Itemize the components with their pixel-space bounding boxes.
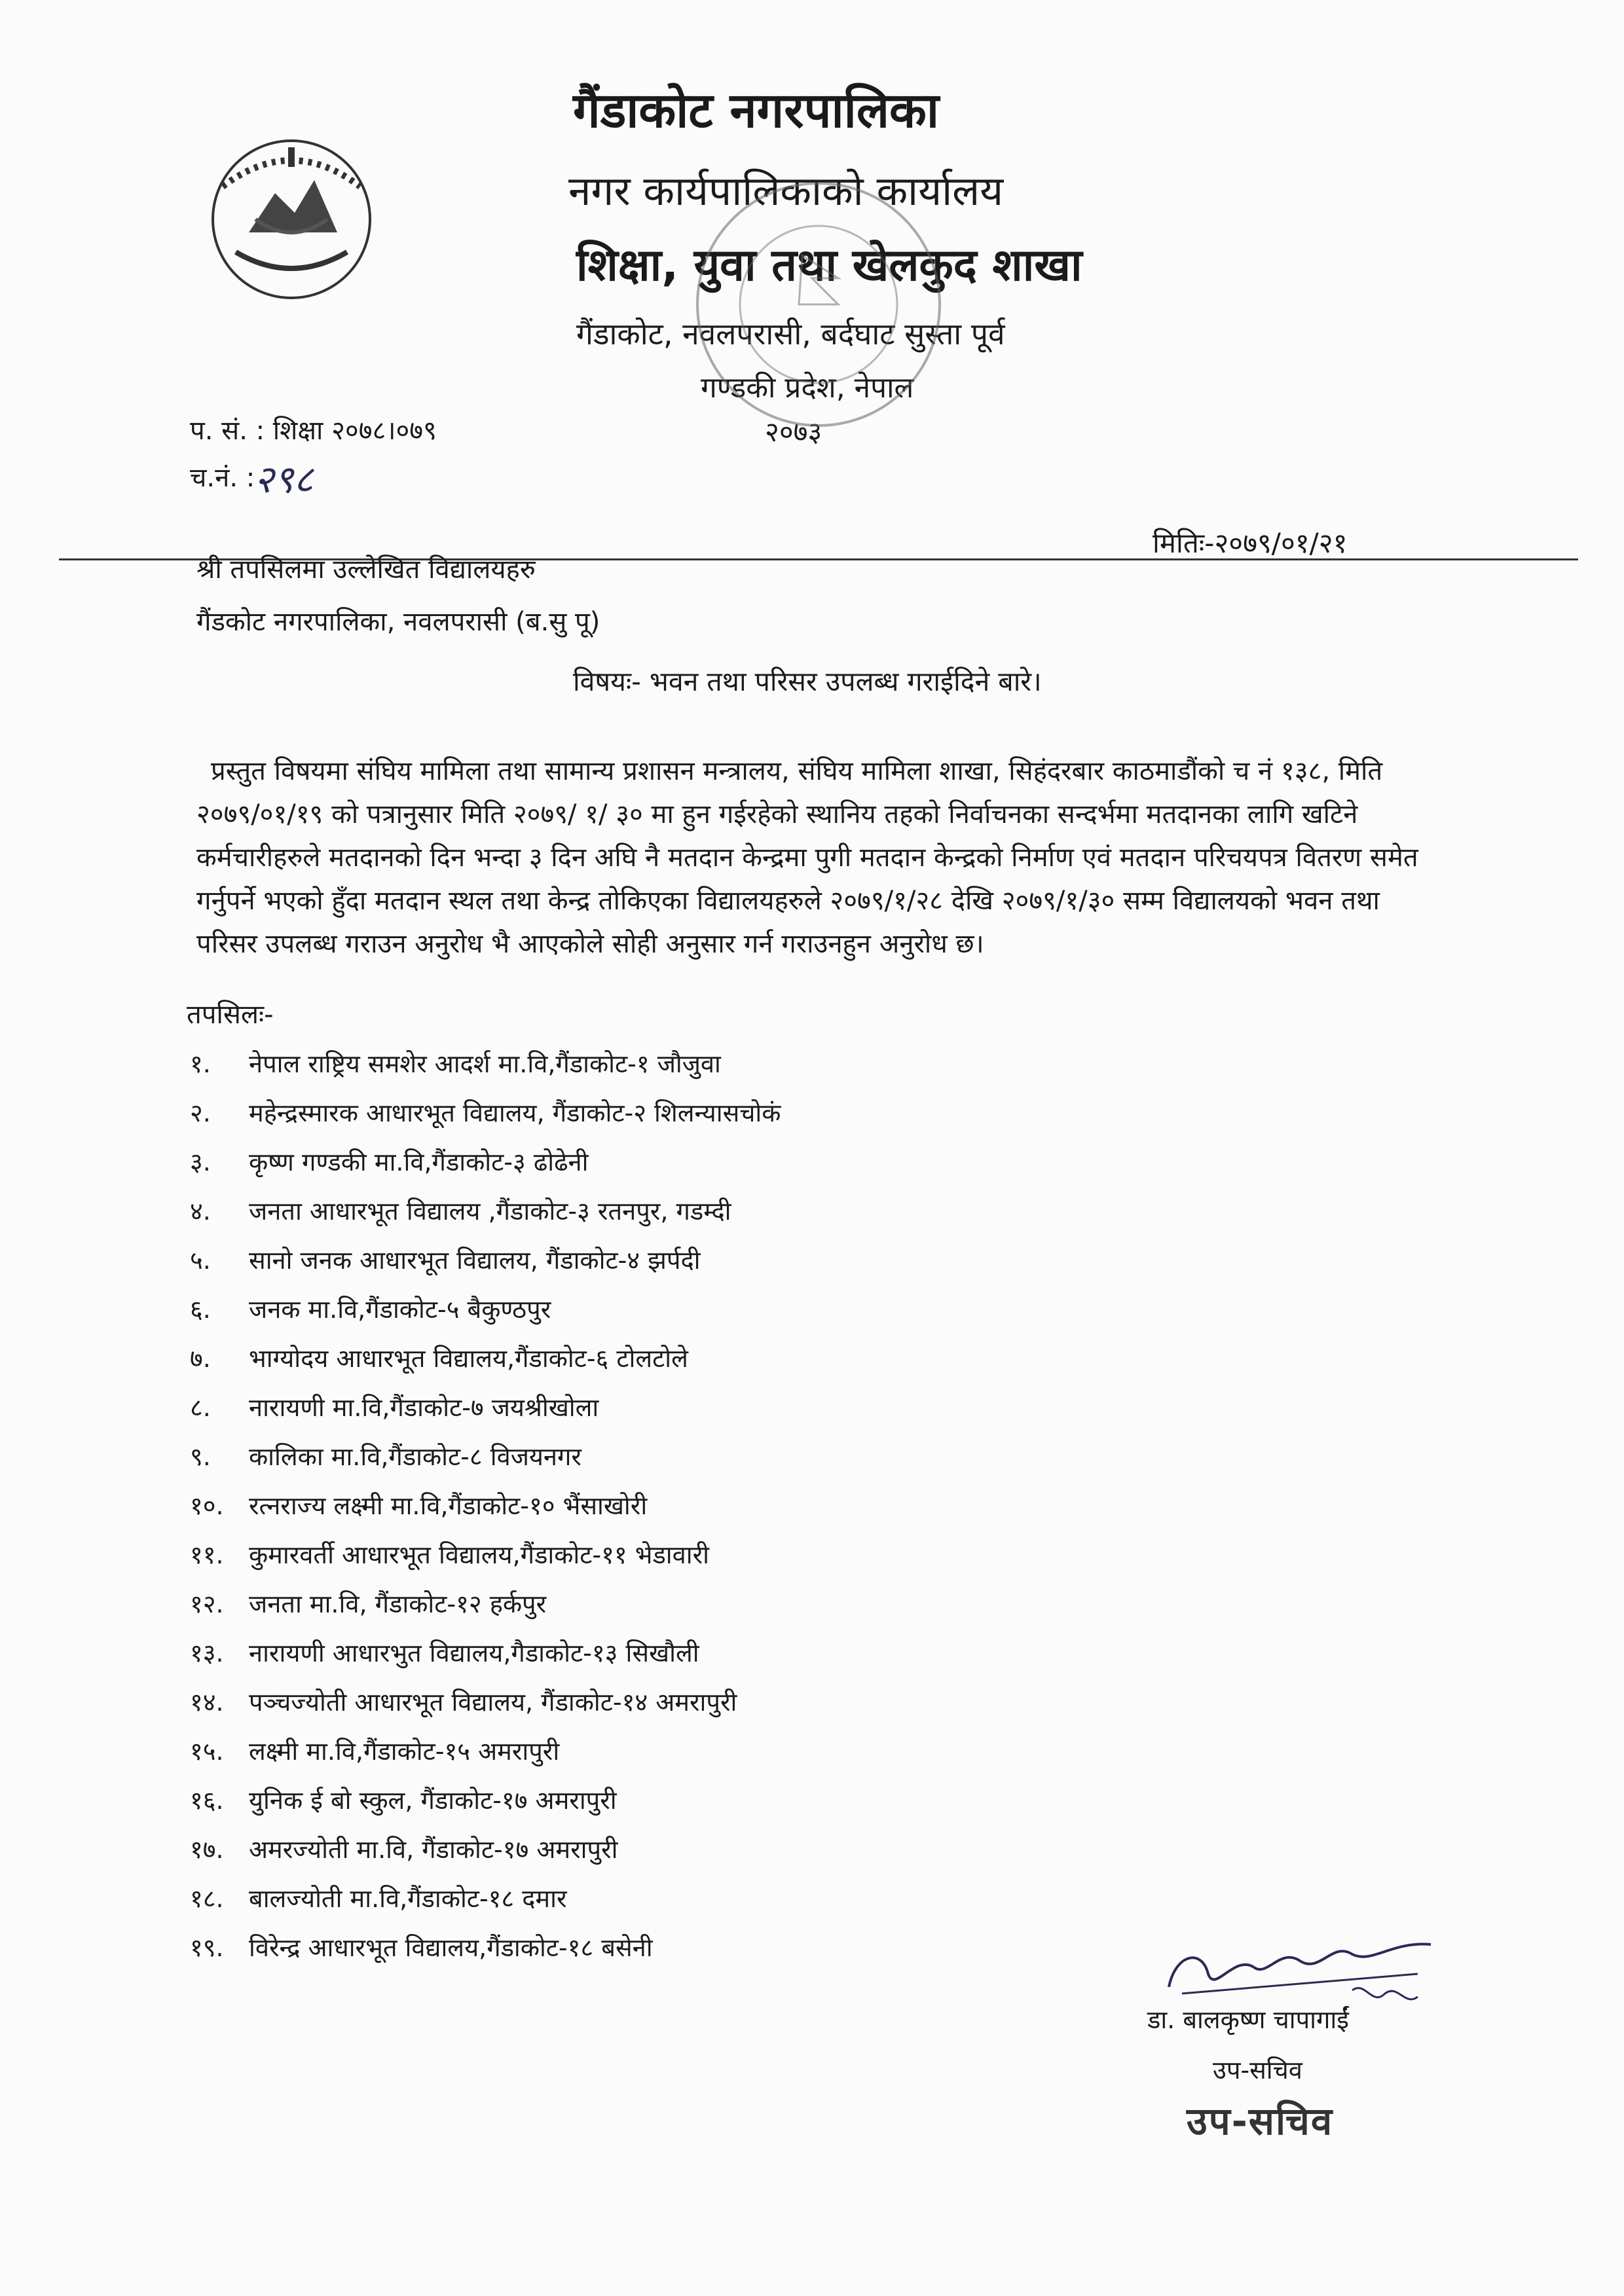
designation-stamp: उप-सचिव — [1187, 2099, 1334, 2143]
list-item-number: १७. — [190, 1835, 224, 1864]
recipient-line-1: श्री तपसिलमा उल्लेखित विद्यालयहरु — [196, 555, 536, 585]
list-item-number: ५. — [190, 1246, 211, 1275]
list-item — [190, 1439, 781, 1488]
list-item — [190, 1881, 781, 1930]
school-list — [190, 1046, 781, 1979]
dispatch-number-label: च.नं. : — [190, 463, 255, 493]
list-item — [190, 1144, 781, 1194]
list-item-number: ३. — [190, 1148, 211, 1176]
schedule-label: तपसिलः- — [187, 1000, 274, 1030]
office-stamp-icon — [681, 167, 956, 442]
list-item — [190, 1734, 781, 1783]
list-item-number: ७. — [190, 1344, 211, 1373]
list-item-school: नेपाल राष्ट्रिय समशेर आदर्श मा.वि,गैंडाकोट-१ जौजुवा — [249, 1049, 721, 1078]
list-item — [190, 1194, 781, 1243]
list-item-number: १४. — [190, 1688, 224, 1717]
list-item — [190, 1292, 781, 1341]
list-item-number: ९. — [190, 1442, 211, 1471]
list-item-school: जनता आधारभूत विद्यालय ,गैंडाकोट-३ रतनपुर, गडम्दी — [249, 1197, 731, 1226]
dispatch-number-handwritten: २९८ — [254, 457, 314, 501]
subject-line: विषयः- भवन तथा परिसर उपलब्ध गराईदिने बारे। — [573, 666, 1042, 697]
section-name: शिक्षा, युवा तथा खेलकुद शाखा — [576, 240, 1082, 291]
list-item-number: १८. — [190, 1884, 224, 1913]
letter-date: मितिः-२०७९/०१/२१ — [1153, 527, 1348, 559]
established-year: २०७३ — [765, 416, 822, 448]
list-item-number: १५. — [190, 1737, 224, 1766]
list-item-number: १०. — [190, 1491, 224, 1520]
list-item-school: विरेन्द्र आधारभूत विद्यालय,गैंडाकोट-१८ बसेनी — [249, 1933, 653, 1962]
address-line-1: गैंडाकोट, नवलपरासी, बर्दघाट सुस्ता पूर्व — [576, 316, 1005, 352]
municipality-name: गैंडाकोट नगरपालिका — [573, 82, 940, 139]
signatory-designation: उप-सचिव — [1213, 2056, 1302, 2085]
list-item-school: महेन्द्रस्मारक आधारभूत विद्यालय, गैंडाकोट-२ शिलन्यासचोकं — [249, 1099, 781, 1127]
office-name: नगर कार्यपालिकाको कार्यालय — [568, 167, 1004, 215]
address-line-2: गण्डकी प्रदेश, नेपाल — [701, 371, 914, 405]
list-item-school: सानो जनक आधारभूत विद्यालय, गैंडाकोट-४ झर्पदी — [249, 1246, 701, 1275]
list-item-school: अमरज्योती मा.वि, गैंडाकोट-१७ अमरापुरी — [249, 1835, 618, 1864]
list-item — [190, 1095, 781, 1144]
list-item-number: १३. — [190, 1639, 224, 1667]
signatory-name: डा. बालकृष्ण चापागाईं — [1147, 2005, 1349, 2034]
list-item — [190, 1390, 781, 1439]
list-item-school: जनक मा.वि,गैंडाकोट-५ बैकुण्ठपुर — [249, 1295, 551, 1324]
list-item-number: १९. — [190, 1933, 224, 1962]
list-item-school: पञ्चज्योती आधारभूत विद्यालय, गैंडाकोट-१४ अमरापुरी — [249, 1688, 737, 1717]
list-item — [190, 1046, 781, 1095]
list-item — [190, 1537, 781, 1586]
letter-number: प. सं. : शिक्षा २०७८।०७९ — [190, 416, 437, 446]
list-item-number: ६. — [190, 1295, 211, 1324]
letter-body: प्रस्तुत विषयमा संघिय मामिला तथा सामान्य प्रशासन मन्त्रालय, संघिय मामिला शाखा, सिहंदरबार काठमाडौंको च नं १३८, मिति २०७९/०१/१९ को पत्रानुसार मिति २०७९/ १/ ३० मा हुन गईरहेको स्थानिय तहको निर्वाचनका सन्दर्भमा मतदानका लागि खटिने कर्मचारीहरुले मतदानको दिन भन्दा ३ दिन अघि नै मतदान केन्द्रमा पुगी मतदान केन्द्रको निर्माण एवं मतदान परिचयपत्र वितरण समेत गर्नुपर्ने भएको हुँदा मतदान स्थल तथा केन्द्र तोकिएका विद्यालयहरुले २०७९/१/२८ देखि २०७९/१/३० सम्म विद्यालयको भवन तथा परिसर उपलब्ध गराउन अनुरोध भै आएकोले सोही अनुसार गर्न गराउनहुन अनुरोध छ। — [196, 756, 1418, 959]
list-item-school: कालिका मा.वि,गैंडाकोट-८ विजयनगर — [249, 1442, 581, 1471]
list-item — [190, 1832, 781, 1881]
list-item-school: युनिक ई बो स्कुल, गैंडाकोट-१७ अमरापुरी — [249, 1786, 617, 1815]
list-item-number: ११. — [190, 1540, 224, 1569]
list-item — [190, 1586, 781, 1635]
list-item-number: १. — [190, 1049, 211, 1078]
list-item-school: बालज्योती मा.वि,गैंडाकोट-१८ दमार — [249, 1884, 567, 1913]
list-item — [190, 1488, 781, 1537]
list-item-number: १२. — [190, 1590, 224, 1618]
list-item-number: ८. — [190, 1393, 211, 1422]
list-item-school: भाग्योदय आधारभूत विद्यालय,गैंडाकोट-६ टोलटोले — [249, 1344, 688, 1373]
list-item-school: नारायणी आधारभुत विद्यालय,गैडाकोट-१३ सिखौली — [249, 1639, 699, 1667]
list-item-school: कुमारवर्ती आधारभूत विद्यालय,गैंडाकोट-११ भेडावारी — [249, 1540, 709, 1569]
list-item-school: कृष्ण गण्डकी मा.वि,गैंडाकोट-३ ढोढेनी — [249, 1148, 589, 1176]
list-item-school: नारायणी मा.वि,गैंडाकोट-७ जयश्रीखोला — [249, 1393, 599, 1422]
list-item — [190, 1341, 781, 1390]
list-item-school: लक्ष्मी मा.वि,गैंडाकोट-१५ अमरापुरी — [249, 1737, 560, 1766]
list-item-school: रत्नराज्य लक्ष्मी मा.वि,गैंडाकोट-१० भैंसाखोरी — [249, 1491, 648, 1520]
list-item-number: १६. — [190, 1786, 224, 1815]
list-item-school: जनता मा.वि, गैंडाकोट-१२ हर्कपुर — [249, 1590, 547, 1618]
government-emblem-icon — [196, 121, 386, 308]
list-item-number: २. — [190, 1099, 211, 1127]
list-item — [190, 1783, 781, 1832]
list-item — [190, 1635, 781, 1685]
list-item — [190, 1685, 781, 1734]
list-item — [190, 1243, 781, 1292]
list-item — [190, 1930, 781, 1979]
recipient-line-2: गैंडकोट नगरपालिका, नवलपरासी (ब.सु पू) — [196, 607, 600, 637]
list-item-number: ४. — [190, 1197, 211, 1226]
